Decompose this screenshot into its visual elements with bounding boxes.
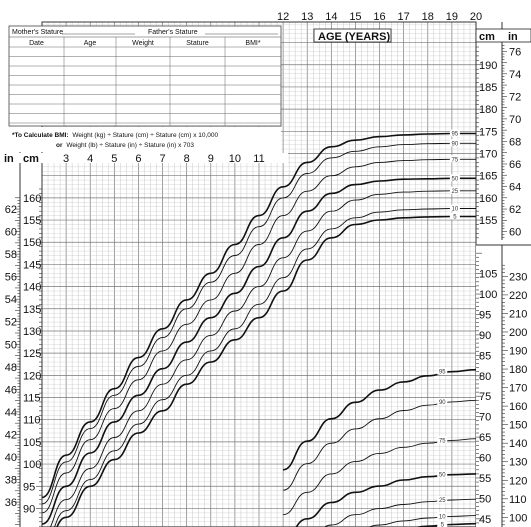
kg-tick-label: 75 bbox=[479, 391, 492, 404]
table-header-stature: Stature bbox=[186, 40, 209, 47]
bmi-note-line2: Weight (lb) ÷ Stature (in) ÷ Stature (in) x 703 bbox=[66, 142, 194, 149]
age-tick-inner: 6 bbox=[135, 153, 142, 165]
cm-tick-label-left: 105 bbox=[23, 436, 42, 449]
in-tick-label-left: 46 bbox=[4, 384, 17, 397]
cm-tick-label-left: 100 bbox=[23, 459, 42, 472]
age-tick-top: 13 bbox=[301, 11, 314, 23]
cm-tick-label-left: 115 bbox=[23, 392, 41, 405]
table-header-bmi: BMI* bbox=[245, 40, 261, 47]
age-tick-top: 18 bbox=[421, 11, 434, 23]
in-tick-label-right: 66 bbox=[509, 158, 522, 171]
stature-label-p75: 75 bbox=[451, 157, 459, 164]
lb-tick-label: 160 bbox=[509, 401, 528, 414]
cm-unit-label-left: cm bbox=[23, 153, 39, 165]
kg-tick-label: 100 bbox=[479, 289, 498, 302]
lb-tick-label: 110 bbox=[509, 493, 527, 506]
in-tick-label-right: 72 bbox=[509, 91, 522, 104]
lb-tick-label: 150 bbox=[509, 419, 528, 432]
lb-tick-label: 200 bbox=[509, 326, 528, 339]
age-tick-inner: 7 bbox=[159, 153, 166, 165]
stature-label-p5: 5 bbox=[453, 214, 457, 221]
age-tick-top: 17 bbox=[397, 11, 410, 23]
age-tick-inner: 8 bbox=[183, 153, 190, 165]
weight-label-p5: 5 bbox=[440, 522, 444, 527]
in-tick-label-right: 74 bbox=[509, 68, 522, 81]
kg-tick-label: 65 bbox=[479, 432, 492, 445]
kg-tick-label: 45 bbox=[479, 513, 492, 526]
in-tick-label-left: 60 bbox=[4, 226, 17, 239]
lb-tick-label: 100 bbox=[509, 512, 528, 525]
in-tick-label-left: 48 bbox=[4, 361, 17, 374]
cm-tick-label-right: 190 bbox=[479, 59, 498, 72]
in-unit-label-right: in bbox=[508, 31, 518, 43]
age-tick-top: 20 bbox=[469, 11, 483, 23]
bmi-note-line1: Weight (kg) ÷ Stature (cm) ÷ Stature (cm) x 10,000 bbox=[72, 132, 219, 139]
age-tick-top: 12 bbox=[276, 11, 290, 23]
chart-title: AGE (YEARS) bbox=[318, 31, 391, 43]
table-header-weight: Weight bbox=[132, 40, 154, 47]
cm-unit-label-right: cm bbox=[479, 31, 495, 43]
bmi-note-title: *To Calculate BMI: bbox=[12, 132, 69, 139]
table-header-age: Age bbox=[83, 40, 97, 47]
cm-tick-label-left: 140 bbox=[23, 281, 42, 294]
cm-tick-label-left: 125 bbox=[23, 348, 42, 361]
cm-tick-label-left: 160 bbox=[23, 192, 42, 205]
stature-label-p95: 95 bbox=[451, 131, 459, 138]
lb-tick-label: 120 bbox=[509, 475, 528, 488]
kg-tick-label: 90 bbox=[479, 329, 492, 342]
kg-tick-label: 55 bbox=[479, 472, 492, 485]
in-unit-label: in bbox=[4, 153, 14, 165]
in-tick-label-right: 60 bbox=[509, 226, 522, 239]
kg-tick-label: 80 bbox=[479, 370, 492, 383]
age-tick-inner: 5 bbox=[111, 153, 118, 165]
cm-tick-label-left: 145 bbox=[23, 259, 42, 272]
cm-tick-label-right: 180 bbox=[479, 104, 498, 117]
in-tick-label-right: 70 bbox=[509, 113, 522, 126]
in-tick-label-left: 50 bbox=[4, 339, 17, 352]
lb-tick-label: 210 bbox=[509, 308, 528, 321]
in-tick-label-left: 52 bbox=[4, 316, 17, 329]
age-tick-top: 19 bbox=[445, 11, 459, 23]
cm-tick-label-left: 120 bbox=[23, 370, 42, 383]
weight-label-p25: 25 bbox=[438, 498, 446, 505]
cm-tick-label-left: 130 bbox=[23, 325, 42, 338]
bmi-note bbox=[9, 127, 281, 153]
in-tick-label-left: 54 bbox=[4, 294, 17, 307]
table-header-date: Date bbox=[29, 40, 44, 47]
in-tick-label-left: 38 bbox=[4, 474, 17, 487]
lb-tick-label: 230 bbox=[509, 271, 528, 284]
age-tick-inner: 10 bbox=[228, 153, 242, 165]
age-tick-inner: 4 bbox=[87, 153, 94, 165]
cm-tick-label-left: 110 bbox=[23, 414, 41, 427]
weight-label-p10: 10 bbox=[438, 514, 446, 521]
kg-tick-label: 70 bbox=[479, 411, 492, 424]
weight-label-p90: 90 bbox=[438, 399, 446, 406]
lb-tick-label: 170 bbox=[509, 382, 528, 395]
mothers-stature-label: Mother's Stature bbox=[12, 29, 64, 36]
in-tick-label-left: 44 bbox=[4, 406, 17, 419]
in-tick-label-left: 56 bbox=[4, 271, 17, 284]
cm-tick-label-right: 170 bbox=[479, 148, 498, 161]
cm-tick-label-left: 95 bbox=[23, 481, 36, 494]
kg-tick-label: 50 bbox=[479, 493, 492, 506]
age-tick-top: 15 bbox=[349, 11, 362, 23]
kg-tick-label: 105 bbox=[479, 268, 498, 281]
cm-tick-label-right: 185 bbox=[479, 81, 498, 94]
age-tick-inner: 11 bbox=[253, 153, 265, 165]
lb-tick-label: 220 bbox=[509, 289, 528, 302]
stature-label-p25: 25 bbox=[451, 188, 459, 195]
cm-tick-label-left: 150 bbox=[23, 237, 42, 250]
cm-tick-label-left: 90 bbox=[23, 503, 36, 516]
cm-tick-label-left: 135 bbox=[23, 303, 42, 316]
lb-tick-label: 190 bbox=[509, 345, 528, 358]
in-tick-label-right: 76 bbox=[509, 46, 522, 59]
lb-tick-label: 130 bbox=[509, 456, 528, 469]
lb-tick-label: 180 bbox=[509, 364, 528, 377]
fathers-stature-label: Father's Stature bbox=[148, 29, 198, 36]
kg-tick-label: 95 bbox=[479, 309, 492, 322]
in-tick-label-left: 40 bbox=[4, 451, 17, 464]
weight-label-p95: 95 bbox=[438, 369, 446, 376]
in-tick-label-left: 58 bbox=[4, 249, 17, 262]
svg-text:or Weight (lb) ÷ Stature bbox=[56, 142, 194, 149]
in-tick-label-left: 62 bbox=[4, 204, 17, 217]
bmi-note-or: or bbox=[56, 142, 63, 149]
age-tick-inner: 3 bbox=[63, 153, 70, 165]
in-tick-label-right: 62 bbox=[509, 204, 522, 217]
lb-tick-label: 140 bbox=[509, 438, 528, 451]
in-tick-label-right: 68 bbox=[509, 136, 522, 149]
cm-tick-label-left: 155 bbox=[23, 215, 42, 228]
stature-label-p10: 10 bbox=[451, 206, 459, 213]
weight-label-p75: 75 bbox=[438, 438, 446, 445]
kg-tick-label: 60 bbox=[479, 452, 492, 465]
age-tick-top: 16 bbox=[373, 11, 386, 23]
stature-label-p90: 90 bbox=[451, 141, 459, 148]
record-table bbox=[9, 26, 281, 126]
svg-text:*To Calculate BMI: Weigh bbox=[12, 132, 219, 139]
cm-tick-label-right: 155 bbox=[479, 215, 498, 228]
in-tick-label-right: 64 bbox=[509, 181, 522, 194]
age-tick-top: 14 bbox=[325, 11, 338, 23]
stature-label-p50: 50 bbox=[451, 176, 459, 183]
age-tick-inner: 9 bbox=[207, 153, 214, 165]
in-tick-label-left: 42 bbox=[4, 429, 17, 442]
cm-tick-label-right: 165 bbox=[479, 170, 498, 183]
weight-label-p50: 50 bbox=[438, 472, 446, 479]
kg-tick-label: 85 bbox=[479, 350, 492, 363]
cm-tick-label-right: 175 bbox=[479, 126, 498, 139]
in-tick-label-left: 36 bbox=[4, 497, 17, 510]
cm-tick-label-right: 160 bbox=[479, 192, 498, 205]
